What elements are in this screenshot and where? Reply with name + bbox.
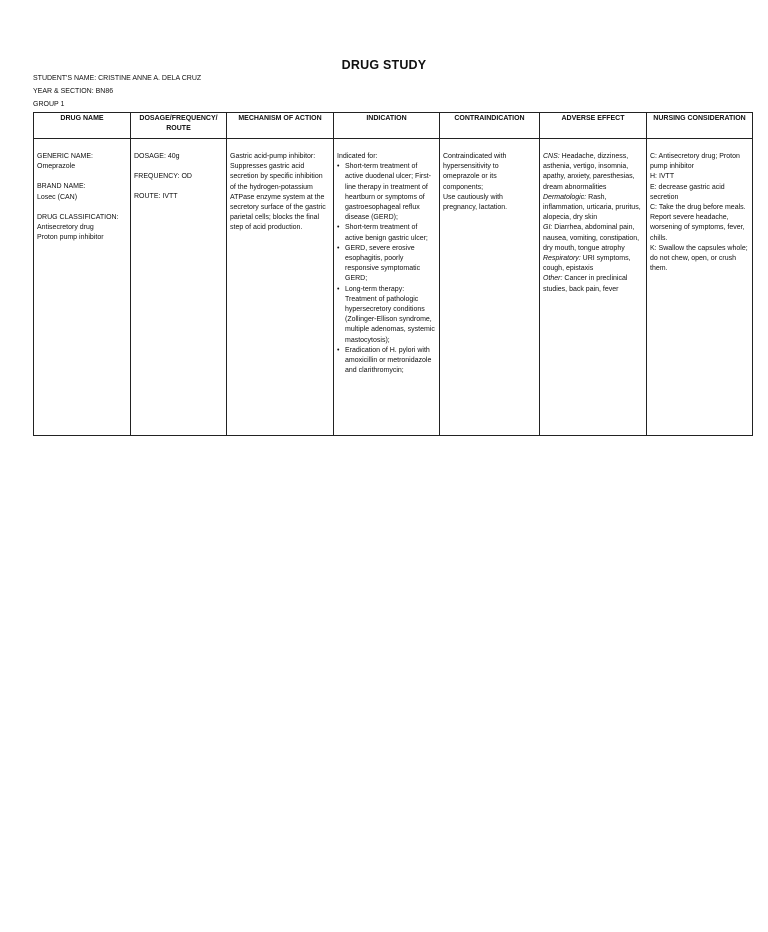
contraindication-line-2: Use cautiously with pregnancy, lactation. bbox=[443, 193, 508, 212]
list-item: • Eradication of H. pylori with amoxicillin or metronidazole and clarithromycin; bbox=[337, 346, 436, 377]
nursing-item: H: IVTT bbox=[650, 173, 675, 181]
dosage-cell bbox=[131, 139, 227, 436]
adverse-gi bbox=[543, 223, 643, 254]
adverse-gi-label: GI: bbox=[543, 224, 553, 232]
frequency-value: FREQUENCY: OD bbox=[134, 173, 192, 181]
table-row bbox=[34, 139, 753, 436]
drug-classification-2: Proton pump inhibitor bbox=[37, 234, 104, 242]
col-header-mechanism: MECHANISM OF ACTION bbox=[227, 113, 334, 139]
brand-name: Losec (CAN) bbox=[37, 193, 78, 201]
contraindication-cell bbox=[440, 139, 540, 436]
indication-cell bbox=[334, 139, 440, 436]
indication-list bbox=[337, 162, 436, 376]
adverse-other-label: Other: bbox=[543, 275, 563, 283]
adverse-effect-cell bbox=[540, 139, 647, 436]
drug-classification-label: DRUG CLASSIFICATION: bbox=[37, 213, 119, 221]
table-header-row bbox=[34, 113, 753, 139]
adverse-dermatologic bbox=[543, 193, 643, 224]
adverse-gi-text: Diarrhea, abdominal pain, nausea, vomiting, constipation, dry mouth, tongue atrophy bbox=[543, 224, 640, 252]
col-header-nursing-consideration: NURSING CONSIDERATION bbox=[647, 113, 753, 139]
adverse-respiratory-label: Respiratory: bbox=[543, 255, 581, 263]
drug-study-table bbox=[33, 112, 753, 436]
list-item: • Long-term therapy: Treatment of pathologic hypersecretory conditions (Zollinger-Ellison syndrome, multiple adenomas, systemic mastocytosis); bbox=[337, 285, 436, 346]
indication-intro: Indicated for: bbox=[337, 153, 378, 160]
col-header-dosage: DOSAGE/FREQUENCY/ ROUTE bbox=[131, 113, 227, 139]
col-header-adverse-effect: ADVERSE EFFECT bbox=[540, 113, 647, 139]
list-item: • Short-term treatment of active benign gastric ulcer; bbox=[337, 223, 436, 243]
group-label: GROUP 1 bbox=[33, 101, 65, 108]
drug-classification-1: Antisecretory drug bbox=[37, 224, 94, 232]
adverse-dermatologic-label: Dermatologic: bbox=[543, 193, 587, 201]
page-title: DRUG STUDY bbox=[341, 58, 427, 72]
brand-name-label: BRAND NAME: bbox=[37, 183, 86, 191]
adverse-respiratory-text: URI symptoms, cough, epistaxis bbox=[543, 255, 631, 273]
adverse-cns-text: Headache, dizziness, asthenia, vertigo, insomnia, apathy, anxiety, paresthesias, dream abnormalities bbox=[543, 153, 635, 191]
adverse-dermatologic-text: Rash, inflammation, urticaria, pruritus, alopecia, dry skin bbox=[543, 193, 641, 222]
mechanism-text: Gastric acid-pump inhibitor: Suppresses gastric acid secretion by specific inhibition of the hydrogen-potassium ATPase enzyme system at the secretory surface of the gastric parietal cells; blocks the final step of acid production. bbox=[230, 153, 326, 232]
nursing-item: E: decrease gastric acid secretion bbox=[650, 183, 725, 201]
nursing-item: K: Swallow the capsules whole; do not chew, open, or crush them. bbox=[650, 244, 748, 273]
mechanism-cell bbox=[227, 139, 334, 436]
generic-name: Omeprazole bbox=[37, 163, 76, 171]
adverse-respiratory bbox=[543, 254, 643, 274]
nursing-item: C: Antisecretory drug; Proton pump inhibitor bbox=[650, 153, 740, 171]
adverse-cns bbox=[543, 152, 643, 193]
adverse-other-text: Cancer in preclinical studies, back pain, fever bbox=[543, 275, 628, 293]
nursing-consideration-cell bbox=[647, 139, 753, 436]
list-item: • GERD, severe erosive esophagitis, poorly responsive symptomatic GERD; bbox=[337, 244, 436, 285]
generic-name-label: GENERIC NAME: bbox=[37, 153, 94, 160]
adverse-other bbox=[543, 274, 643, 294]
contraindication-line-1: Contraindicated with hypersensitivity to omeprazole or its components; bbox=[443, 153, 507, 191]
list-item: • Short-term treatment of active duodenal ulcer; First-line therapy in treatment of heartburn or symptoms of gastroesophageal reflux disease (GERD); bbox=[337, 162, 436, 223]
dosage-value: DOSAGE: 40g bbox=[134, 153, 180, 160]
col-header-drug-name: DRUG NAME bbox=[34, 113, 131, 139]
student-name: STUDENT'S NAME: CRISTINE ANNE A. DELA CRUZ bbox=[33, 75, 202, 82]
year-section: YEAR & SECTION: BN86 bbox=[33, 88, 114, 95]
route-value: ROUTE: IVTT bbox=[134, 193, 178, 201]
col-header-indication: INDICATION bbox=[334, 113, 440, 139]
col-header-contraindication: CONTRAINDICATION bbox=[440, 113, 540, 139]
nursing-item: C: Take the drug before meals. Report severe headache, worsening of symptoms, fever, chills. bbox=[650, 204, 746, 242]
adverse-cns-label: CNS: bbox=[543, 153, 560, 160]
drug-name-cell bbox=[34, 139, 131, 436]
